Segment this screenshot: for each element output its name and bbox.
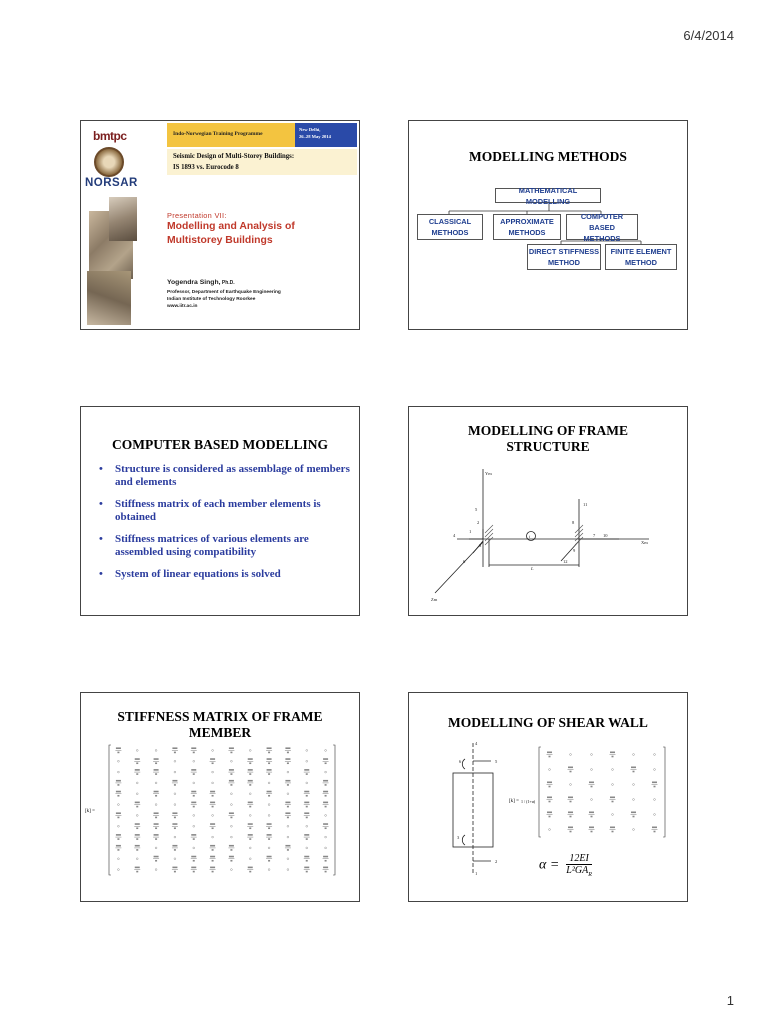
computer-line2: METHODS	[583, 233, 621, 243]
matrix-entry	[568, 797, 574, 803]
matrix-entry	[266, 791, 272, 797]
matrix-entry	[153, 812, 159, 818]
matrix-zero	[306, 847, 308, 849]
matrix-entry	[610, 797, 616, 803]
box-finite-element-method	[605, 244, 677, 270]
matrix-entry	[323, 856, 329, 862]
slide-stiffness-matrix	[80, 692, 360, 902]
matrix-entry	[153, 758, 159, 764]
matrix-zero	[212, 782, 214, 784]
matrix-zero	[549, 769, 551, 771]
matrix-entry	[568, 812, 574, 818]
matrix-entry	[134, 823, 140, 829]
matrix-zero	[136, 815, 138, 817]
subtitle-line1: Seismic Design of Multi-Storey Buildings:	[173, 153, 295, 160]
matrix-entry	[134, 758, 140, 764]
matrix-zero	[155, 847, 157, 849]
slide-modelling-methods	[408, 120, 688, 330]
matrix-zero	[136, 858, 138, 860]
matrix-zero	[174, 858, 176, 860]
affiliation-line1: Professor, Department of Earthquake Engineering	[167, 290, 281, 295]
dof-5: 5	[495, 759, 498, 764]
matrix-zero	[231, 836, 233, 838]
matrix-entry	[172, 867, 178, 873]
matrix-entry	[153, 823, 159, 829]
matrix-zero	[249, 793, 251, 795]
bmtpc-logo: bmtpc	[93, 129, 127, 143]
box-mathematical-modelling: MATHEMATICAL MODELLING	[495, 188, 601, 203]
title-line1: MODELLING OF FRAME	[468, 423, 628, 438]
matrix-zero	[287, 858, 289, 860]
matrix-zero	[268, 804, 270, 806]
matrix-zero	[268, 815, 270, 817]
dof-10: 10	[603, 533, 608, 538]
matrix-entry	[191, 747, 197, 753]
matrix-entry	[228, 769, 234, 775]
matrix-zero	[570, 784, 572, 786]
matrix-zero	[231, 760, 233, 762]
matrix-zero	[591, 769, 593, 771]
dof-11: 11	[583, 502, 588, 507]
box-approximate-methods	[493, 214, 561, 240]
matrix-bracket	[333, 745, 335, 875]
matrix-bracket	[539, 747, 541, 837]
matrix-entry	[589, 827, 595, 833]
matrix-zero	[633, 799, 635, 801]
matrix-zero	[174, 804, 176, 806]
dof-9: 9	[573, 548, 576, 553]
bullet-list	[95, 463, 351, 590]
matrix-entry	[568, 767, 574, 773]
matrix-zero	[193, 782, 195, 784]
matrix-entry	[247, 834, 253, 840]
print-date: 6/4/2014	[683, 28, 734, 43]
matrix-entry	[191, 856, 197, 862]
matrix-zero	[654, 799, 656, 801]
matrix-entry	[266, 758, 272, 764]
alpha-subscript: R	[588, 872, 592, 878]
title-line2: MEMBER	[188, 725, 252, 740]
matrix-entry	[153, 834, 159, 840]
approximate-line2: METHODS	[508, 228, 546, 237]
dof-6: 6	[459, 759, 462, 764]
matrix-zero	[231, 793, 233, 795]
matrix-zero	[212, 750, 214, 752]
ym-label: Ym	[485, 471, 492, 476]
matrix-zero	[212, 771, 214, 773]
matrix-entry	[134, 769, 140, 775]
dof-2: 2	[477, 520, 480, 525]
matrix-zero	[268, 782, 270, 784]
matrix-zero	[212, 815, 214, 817]
matrix-entry	[210, 802, 216, 808]
matrix-entry	[210, 845, 216, 851]
matrix-zero	[249, 815, 251, 817]
matrix-zero	[193, 847, 195, 849]
matrix-zero	[118, 804, 120, 806]
dof-12: 12	[563, 559, 568, 564]
author-degree: Ph.D.	[220, 280, 235, 286]
matrix-entry	[115, 780, 121, 786]
matrix-zero	[654, 769, 656, 771]
dof-4: 4	[453, 533, 456, 538]
dof-1: 1	[469, 529, 472, 534]
matrix-entry	[153, 769, 159, 775]
matrix-entry	[134, 834, 140, 840]
matrix-entry	[547, 797, 553, 803]
matrix-entry	[191, 867, 197, 873]
matrix-zero	[136, 750, 138, 752]
matrix-zero	[174, 793, 176, 795]
dof-1: 1	[475, 871, 478, 876]
matrix-entry	[323, 791, 329, 797]
iit-seal-icon	[94, 147, 124, 177]
norsar-logo: NORSAR	[85, 177, 138, 189]
matrix-entry	[115, 845, 121, 851]
matrix-zero	[193, 815, 195, 817]
matrix-entry	[191, 802, 197, 808]
matrix-entry	[228, 845, 234, 851]
subtitle-line2: IS 1893 vs. Eurocode 8	[173, 164, 239, 171]
matrix-entry	[191, 834, 197, 840]
matrix-entry	[323, 823, 329, 829]
matrix-zero	[118, 760, 120, 762]
matrix-zero	[306, 825, 308, 827]
approximate-line1: APPROXIMATE	[500, 217, 554, 226]
matrix-entry	[547, 782, 553, 788]
matrix-zero	[268, 847, 270, 849]
dof-7: 7	[593, 533, 596, 538]
matrix-zero	[174, 760, 176, 762]
slide-shear-wall	[408, 692, 688, 902]
alpha-factor: 1 / (1+α)	[521, 799, 536, 804]
presentation-number: Presentation VII:	[167, 211, 227, 220]
matrix-zero	[570, 754, 572, 756]
author-name	[167, 279, 235, 286]
member-label: i	[529, 534, 531, 539]
alpha-lhs: α =	[539, 857, 560, 873]
matrix-entry	[304, 834, 310, 840]
slide-heading: MODELLING OF SHEAR WALL	[448, 715, 648, 730]
matrix-entry	[153, 856, 159, 862]
matrix-entry	[568, 827, 574, 833]
page-number: 1	[726, 993, 734, 1008]
matrix-entry	[589, 782, 595, 788]
matrix-entry	[228, 856, 234, 862]
matrix-entry	[172, 747, 178, 753]
matrix-entry	[323, 802, 329, 808]
alpha-denominator: L²GA	[566, 865, 589, 876]
matrix-entry	[323, 780, 329, 786]
matrix-zero	[325, 836, 327, 838]
matrix-zero	[155, 782, 157, 784]
matrix-zero	[136, 793, 138, 795]
matrix-zero	[633, 784, 635, 786]
matrix-entry	[210, 823, 216, 829]
matrix-zero	[612, 814, 614, 816]
matrix-zero	[231, 804, 233, 806]
matrix-entry	[247, 758, 253, 764]
slide-computer-based-modelling	[80, 406, 360, 616]
matrix-entry	[247, 780, 253, 786]
matrix-entry	[115, 834, 121, 840]
matrix-zero	[612, 784, 614, 786]
matrix-entry	[304, 812, 310, 818]
computer-line1: COMPUTER BASED	[580, 211, 624, 232]
matrix-entry	[631, 812, 637, 818]
matrix-entry	[304, 867, 310, 873]
slide-title	[80, 120, 360, 330]
matrix-entry	[285, 802, 291, 808]
matrix-zero	[118, 858, 120, 860]
website: www.iitr.ac.in	[167, 304, 198, 309]
matrix-zero	[212, 836, 214, 838]
matrix-zero	[118, 771, 120, 773]
matrix-zero	[287, 793, 289, 795]
matrix-entry	[228, 812, 234, 818]
bullet-text: Stiffness matrix of each member elements is obtained	[115, 498, 321, 523]
matrix-entry	[172, 845, 178, 851]
bullet-text: Structure is considered as assemblage of members and elements	[115, 463, 350, 488]
matrix-entry	[285, 812, 291, 818]
matrix-zero	[287, 836, 289, 838]
matrix-entry	[172, 823, 178, 829]
collapsed-building-photo	[87, 271, 131, 325]
matrix-zero	[287, 771, 289, 773]
bullet-item: • Structure is considered as assemblage of members and elements	[99, 463, 350, 488]
matrix-zero	[118, 869, 120, 871]
matrix-zero	[325, 815, 327, 817]
matrix-entry	[266, 769, 272, 775]
matrix-entry	[191, 791, 197, 797]
matrix-entry	[115, 747, 121, 753]
matrix-zero	[612, 769, 614, 771]
matrix-entry	[228, 747, 234, 753]
matrix-entry	[247, 802, 253, 808]
matrix-zero	[549, 829, 551, 831]
dof-3: 3	[479, 543, 482, 548]
matrix-zero	[591, 754, 593, 756]
banner-dates: 26–28 May 2014	[299, 134, 331, 139]
matrix-zero	[155, 869, 157, 871]
title-line1: STIFFNESS MATRIX OF FRAME	[117, 709, 323, 724]
banner-text: Indo-Norwegian Training Programme	[173, 131, 263, 137]
title-line2: STRUCTURE	[506, 439, 590, 454]
alpha-numerator: 12EI	[566, 853, 592, 865]
matrix-entry	[115, 812, 121, 818]
matrix-entry	[210, 856, 216, 862]
frame-member-diagram	[409, 407, 688, 616]
matrix-entry	[191, 769, 197, 775]
matrix-zero	[193, 825, 195, 827]
direct-line1: DIRECT STIFFNESS	[528, 247, 600, 256]
matrix-entry	[266, 856, 272, 862]
matrix-entry	[134, 845, 140, 851]
matrix-entry	[323, 867, 329, 873]
matrix-entry	[547, 812, 553, 818]
matrix-entry	[304, 769, 310, 775]
xm-label: Xm	[641, 540, 648, 545]
matrix-entry	[652, 782, 658, 788]
finite-line2: METHOD	[624, 258, 658, 267]
bullet-item: • Stiffness matrix of each member elements is obtained	[99, 498, 321, 523]
matrix-entry	[134, 867, 140, 873]
k-label: [k] =	[509, 799, 519, 804]
matrix-zero	[306, 750, 308, 752]
matrix-entry	[304, 802, 310, 808]
matrix-entry	[172, 780, 178, 786]
slide-heading: MODELLING METHODS	[469, 149, 627, 164]
matrix-zero	[118, 825, 120, 827]
bullet-text: System of linear equations is solved	[115, 568, 281, 580]
matrix-entry	[266, 823, 272, 829]
matrix-entry	[304, 791, 310, 797]
matrix-zero	[287, 869, 289, 871]
dof-4: 4	[475, 741, 478, 746]
matrix-entry	[134, 802, 140, 808]
banner-date-box	[295, 123, 357, 147]
matrix-zero	[306, 782, 308, 784]
matrix-entry	[266, 834, 272, 840]
matrix-zero	[325, 847, 327, 849]
dof-3: 3	[457, 835, 460, 840]
k-label: [k] =	[85, 809, 95, 814]
matrix-zero	[249, 750, 251, 752]
matrix-zero	[155, 750, 157, 752]
matrix-zero	[654, 754, 656, 756]
matrix-zero	[174, 771, 176, 773]
matrix-zero	[591, 799, 593, 801]
box-direct-stiffness-method	[527, 244, 601, 270]
matrix-zero	[231, 825, 233, 827]
matrix-entry	[247, 867, 253, 873]
banner	[167, 123, 357, 147]
affiliation-line2: Indian Institute of Technology Roorkee	[167, 297, 256, 302]
stiffness-matrix-12x12	[81, 693, 360, 902]
matrix-entry	[610, 827, 616, 833]
matrix-zero	[193, 760, 195, 762]
matrix-entry	[285, 758, 291, 764]
dof-8: 8	[572, 520, 575, 525]
matrix-entry	[631, 767, 637, 773]
slide-frame-structure	[408, 406, 688, 616]
matrix-zero	[287, 825, 289, 827]
dof-2: 2	[495, 859, 498, 864]
bullet-text: Stiffness matrices of various elements are assembled using compatibility	[115, 533, 309, 558]
classical-line2: METHODS	[431, 228, 469, 237]
matrix-zero	[249, 858, 251, 860]
matrix-entry	[172, 812, 178, 818]
slide-heading: COMPUTER BASED MODELLING	[111, 437, 329, 452]
matrix-entry	[285, 747, 291, 753]
matrix-entry	[210, 791, 216, 797]
title-line1: Modelling and Analysis of	[167, 221, 295, 232]
direct-line2: METHOD	[547, 258, 581, 267]
matrix-entry	[323, 758, 329, 764]
box-computer-based-methods	[566, 211, 638, 243]
matrix-zero	[633, 829, 635, 831]
tower-photo	[109, 197, 137, 241]
matrix-zero	[249, 847, 251, 849]
matrix-zero	[306, 760, 308, 762]
matrix-bracket	[663, 747, 665, 837]
matrix-entry	[589, 812, 595, 818]
matrix-entry	[153, 791, 159, 797]
matrix-entry	[285, 845, 291, 851]
matrix-zero	[268, 869, 270, 871]
matrix-entry	[266, 747, 272, 753]
matrix-entry	[210, 867, 216, 873]
matrix-entry	[547, 752, 553, 758]
matrix-zero	[654, 814, 656, 816]
matrix-entry	[228, 780, 234, 786]
matrix-zero	[325, 750, 327, 752]
course-subtitle	[167, 149, 357, 175]
presentation-title	[167, 220, 357, 247]
bullet-item: • Stiffness matrices of various elements are assembled using compatibility	[99, 533, 309, 558]
banner-location: New Delhi,	[299, 127, 321, 132]
matrix-entry	[652, 827, 658, 833]
title-line2: Multistorey Buildings	[167, 234, 273, 246]
bullet-item: • System of linear equations is solved	[99, 568, 281, 580]
alpha-formula	[539, 853, 592, 878]
zm-label: Zm	[431, 597, 438, 602]
dof-5: 5	[475, 507, 478, 512]
author: Yogendra Singh,	[167, 279, 221, 286]
matrix-entry	[210, 758, 216, 764]
matrix-entry	[115, 791, 121, 797]
matrix-zero	[136, 782, 138, 784]
matrix-entry	[304, 856, 310, 862]
matrix-entry	[285, 780, 291, 786]
matrix-entry	[610, 752, 616, 758]
matrix-zero	[325, 771, 327, 773]
matrix-zero	[231, 869, 233, 871]
matrix-zero	[633, 754, 635, 756]
classical-line1: CLASSICAL	[428, 217, 472, 226]
dof-6: 6	[463, 559, 466, 564]
box-classical-methods	[417, 214, 483, 240]
finite-line1: FINITE ELEMENT	[610, 247, 672, 256]
length-label: L	[531, 566, 534, 571]
matrix-zero	[174, 836, 176, 838]
matrix-bracket	[109, 745, 111, 875]
matrix-entry	[247, 823, 253, 829]
matrix-entry	[247, 769, 253, 775]
matrix-zero	[155, 804, 157, 806]
